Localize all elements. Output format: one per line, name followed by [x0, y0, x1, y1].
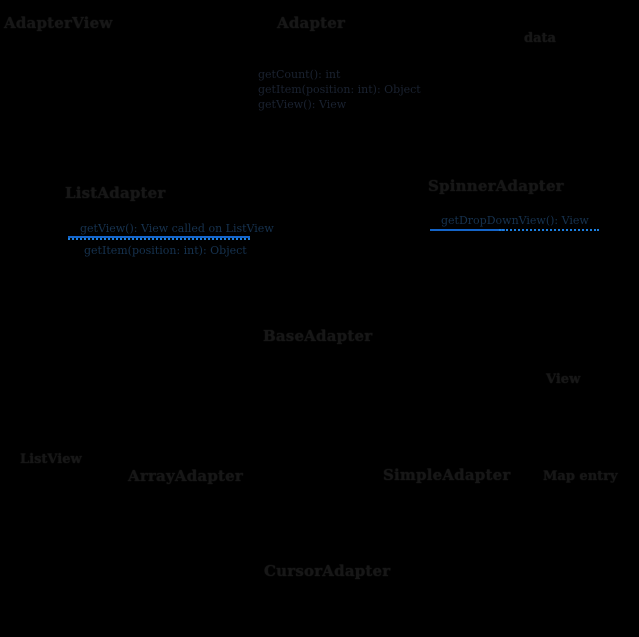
node-array-adapter: ArrayAdapter: [128, 467, 243, 485]
node-base-adapter: BaseAdapter: [263, 327, 373, 345]
node-view: View: [546, 372, 581, 387]
node-list-view: ListView: [20, 452, 82, 467]
node-data: data: [524, 31, 556, 46]
edge-listadapter-dotted: [68, 238, 250, 240]
node-simple-adapter: SimpleAdapter: [383, 466, 511, 484]
adapter-method-getcount: getCount(): int: [258, 68, 341, 81]
adapter-method-getview: getView(): View: [258, 98, 347, 111]
edge-label-listadapter-getitem: getItem(position: int): Object: [84, 244, 247, 257]
node-adapter-view: AdapterView: [4, 14, 113, 32]
edge-label-listadapter-getview: getView(): View called on ListView: [80, 222, 274, 235]
node-adapter: Adapter: [277, 14, 346, 32]
node-spinner-adapter: SpinnerAdapter: [428, 177, 564, 195]
node-list-adapter: ListAdapter: [65, 184, 166, 202]
adapter-method-list: [258, 67, 421, 112]
edge-spinneradapter-solid: [430, 229, 505, 231]
edge-spinneradapter-dotted: [499, 229, 599, 231]
adapter-method-getitem: getItem(position: int): Object: [258, 83, 421, 96]
edge-label-spinneradapter-getdropdownview: getDropDownView(): View: [441, 214, 589, 227]
node-map-entry: Map entry: [543, 469, 618, 484]
node-cursor-adapter: CursorAdapter: [264, 562, 391, 580]
